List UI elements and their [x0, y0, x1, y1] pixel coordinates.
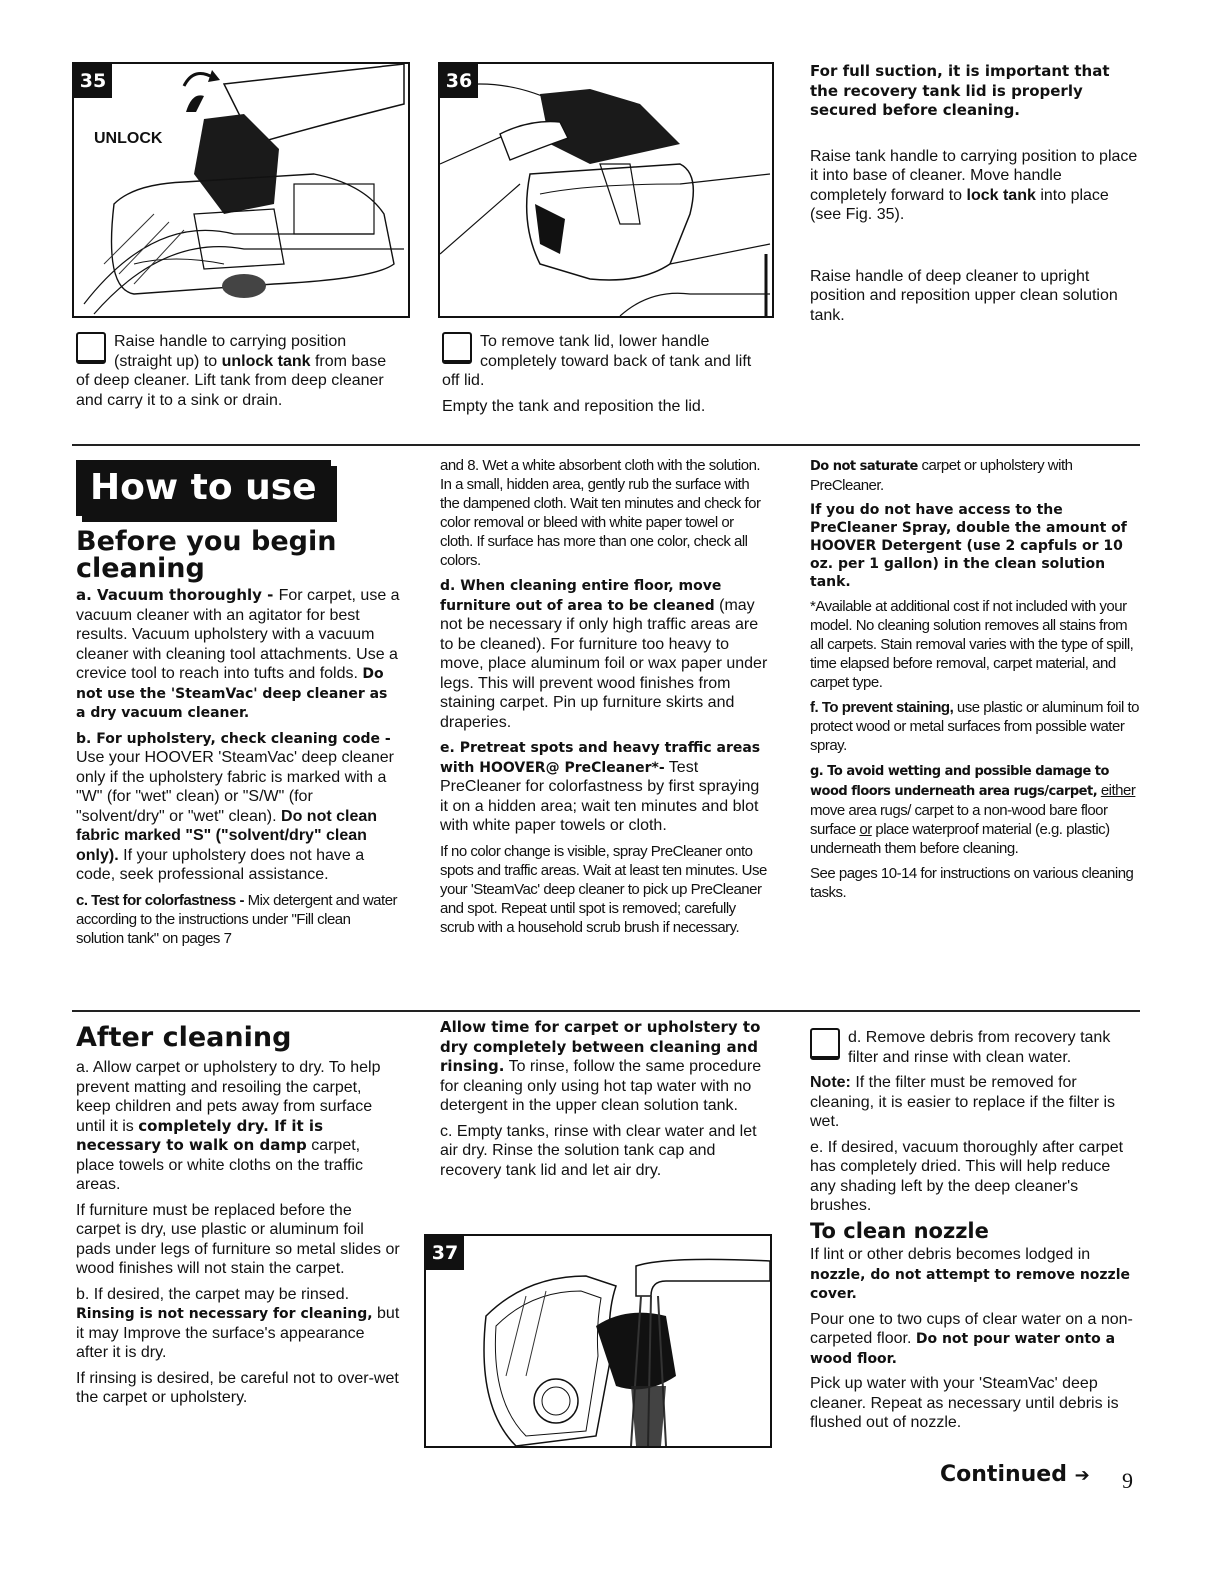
- divider-middle: [72, 1010, 1140, 1012]
- suction-warning: For full suction, it is important that the recovery tank lid is properly secured before cleaning.: [810, 62, 1110, 119]
- step-e: e. Pretreat spots and heavy traffic areas with HOOVER@ PreCleaner*- Test PreCleaner for colorfastness by first spraying it on a hidden area; wait ten minutes and blot with white paper towels or cloth.: [440, 740, 761, 834]
- figure-35-illustration: [74, 64, 408, 316]
- step-a: a. Vacuum thoroughly - For carpet, use a vacuum cleaner with an agitator for best results. Vacuum upholstery with a vacuum cleaner with cleaning tool attachments. Use a crevice tool to reach into tufts and folds. Do not use the 'SteamVac' deep cleaner as a dry vacuum cleaner.: [76, 586, 400, 721]
- checkbox-icon: [76, 332, 106, 364]
- availability-note: *Available at additional cost if not included with your model. No cleaning solution removes all stains from all carpets. Stain removal varies with the type of spill, time elapsed before removal, carpet material, and carpet type.: [810, 598, 1134, 691]
- filter-note: Note: If the filter must be removed for cleaning, it is easier to replace if the filter is wet.: [810, 1074, 1116, 1130]
- page-number: 9: [1122, 1468, 1133, 1493]
- step-c: c. Test for colorfastness - Mix detergent and water according to the instructions under "Fill clean solution tank" on pages 7: [76, 891, 398, 947]
- checkbox-icon: [442, 332, 472, 364]
- step-f: f. To prevent staining, use plastic or aluminum foil to protect wood or metal surfaces from possible water spray.: [810, 699, 1139, 754]
- nozzle-step-2: Pour one to two cups of clear water on a non-carpeted floor. Do not pour water onto a wood floor.: [810, 1310, 1133, 1367]
- nozzle-step-3: Pick up water with your 'SteamVac' deep cleaner. Repeat as necessary until debris is flushed out of nozzle.: [810, 1375, 1119, 1431]
- checkbox-icon: [810, 1028, 840, 1060]
- after-step-c: c. Empty tanks, rinse with clear water and let air dry. Rinse the solution tank cap and recovery tank lid and let air dry.: [440, 1122, 757, 1179]
- top-right-column: [810, 62, 1140, 325]
- how-to-use-col-1: [76, 586, 400, 954]
- nozzle-step-1: If lint or other debris becomes lodged in nozzle, do not attempt to remove nozzle cover.: [810, 1246, 1130, 1302]
- figure-37-illustration: [426, 1236, 770, 1446]
- figure-35-caption: Raise handle to carrying position (straight up) to unlock tank from base of deep cleaner. Lift tank from deep cleaner and carry it to a sink or drain.: [76, 333, 387, 409]
- figure-35: [72, 62, 410, 318]
- no-access-note: If you do not have access to the PreCleaner Spray, double the amount of HOOVER Detergent (use 2 capfuls or 10 oz. per 1 gallon) in the clean solution tank.: [810, 502, 1127, 590]
- allow-time-note: Allow time for carpet or upholstery to dry completely between cleaning and rinsing. To rinse, follow the same procedure for cleaning only using hot tap water with no detergent in the upper clean solution tank.: [440, 1018, 762, 1114]
- divider-top: [72, 444, 1140, 446]
- after-cleaning-title: After cleaning: [76, 1022, 292, 1053]
- figure-36: [438, 62, 774, 318]
- rinse-careful-note: If rinsing is desired, be careful not to over-wet the carpet or upholstery.: [76, 1369, 399, 1406]
- furniture-note: If furniture must be replaced before the carpet is dry, use plastic or aluminum foil pads under legs of furniture so metal slides or wood finishes will not stain the carpet.: [76, 1201, 400, 1277]
- figure-number-35: 35: [74, 64, 112, 98]
- lock-tank-instruction: Raise tank handle to carrying position to place it into base of cleaner. Move handle completely forward to lock tank into place (see Fig. 35).: [810, 147, 1138, 223]
- figure-37: [424, 1234, 772, 1448]
- unlock-label: UNLOCK: [94, 130, 163, 147]
- step-e-continued: If no color change is visible, spray PreCleaner onto spots and traffic areas. Wait at least ten minutes. Use your 'SteamVac' deep cleaner to pick up PreCleaner and spot. Repeat until spot is removed; carefully scrub with a household scrub brush if necessary.: [440, 842, 767, 936]
- step-g: g. To avoid wetting and possible damage to wood floors underneath area rugs/carpet, either move area rugs/ carpet to a non-wood bare floor surface or place waterproof material (e.g. plastic) underneath them before cleaning.: [810, 764, 1136, 857]
- after-step-b: b. If desired, the carpet may be rinsed. Rinsing is not necessary for cleaning, but it may Improve the surface's appearance after it is dry.: [76, 1285, 400, 1361]
- clean-nozzle-title: To clean nozzle: [810, 1218, 989, 1243]
- step-c-continued: and 8. Wet a white absorbent cloth with the solution. In a small, hidden area, gently rub the surface with the dampened cloth. Wait ten minutes and check for color removal or bleed with white paper towel or cloth. If surface has more than one color, check all colors.: [440, 457, 761, 569]
- before-you-begin-title: Before you begin cleaning: [76, 526, 337, 584]
- after-col-2: [440, 1018, 770, 1186]
- see-pages-note: See pages 10-14 for instructions on various cleaning tasks.: [810, 865, 1134, 901]
- figure-36-illustration: [440, 64, 772, 316]
- how-to-use-col-2: [440, 456, 770, 943]
- figure-36-caption: To remove tank lid, lower handle completely toward back of tank and lift off lid. Empty the tank and reposition the lid.: [442, 333, 752, 415]
- after-step-d: d. Remove debris from recovery tank filter and rinse with clean water.: [810, 1028, 1140, 1067]
- figure-number-36: 36: [440, 64, 478, 98]
- after-col-1: [76, 1058, 400, 1414]
- figure-number-37: 37: [426, 1236, 464, 1270]
- how-to-use-banner: How to use: [76, 460, 331, 516]
- step-b: b. For upholstery, check cleaning code - Use your HOOVER 'SteamVac' deep cleaner only if the upholstery fabric is marked with a "W" (for "wet" clean) or "S/W" (for "solvent/dry" or "wet" clean). Do not clean fabric marked "S" ("solvent/dry" clean only). If your upholstery does not have a code, seek professional assistance.: [76, 730, 394, 883]
- continued-label: Continued ➔: [940, 1462, 1090, 1487]
- after-col-3: [810, 1028, 1140, 1439]
- how-to-use-col-3: [810, 456, 1140, 908]
- after-step-a: a. Allow carpet or upholstery to dry. To help prevent matting and resoiling the carpet, keep children and pets away from surface until it is completely dry. If it is necessary to walk on damp carpet, place towels or white cloths on the traffic areas.: [76, 1059, 381, 1193]
- step-d: d. When cleaning entire floor, move furniture out of area to be cleaned (may not be necessary if only high traffic areas are to be cleaned). For furniture too heavy to move, place aluminum foil or wax paper under legs. This will prevent wood finishes from staining carpet. Pin up furniture skirts and draperies.: [440, 578, 768, 731]
- after-step-e: e. If desired, vacuum thoroughly after carpet has completely dried. This will help reduce any shading left by the deep cleaner's brushes.: [810, 1138, 1124, 1214]
- reposition-instruction: Raise handle of deep cleaner to upright position and reposition upper clean solution tank.: [810, 267, 1118, 324]
- do-not-saturate: Do not saturate carpet or upholstery with PreCleaner.: [810, 457, 1073, 494]
- arrow-right-icon: ➔: [1074, 1465, 1090, 1486]
